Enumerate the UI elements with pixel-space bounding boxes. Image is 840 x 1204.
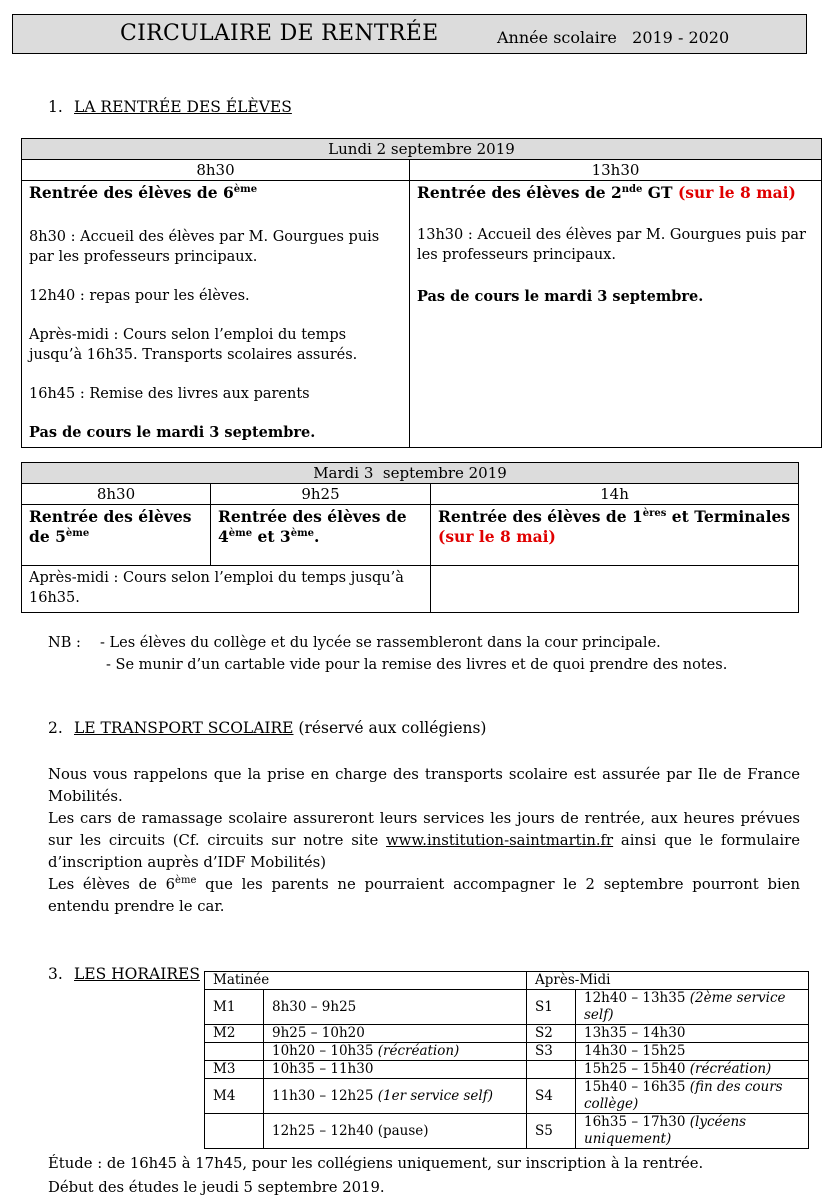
schedule-row (205, 1114, 809, 1149)
cell-line: 8h30 : Accueil des élèves par M. Gourgues puis par les professeurs principaux. (29, 229, 380, 265)
time-header: 13h30 (410, 160, 822, 181)
slot-time-cell: 11h30 – 12h25 (1er service self) (264, 1079, 527, 1114)
section-title: LE TRANSPORT SCOLAIRE (74, 719, 294, 737)
page-header (12, 14, 807, 54)
cell-heading: Rentrée des élèves de 6ème (29, 183, 258, 202)
slot-time-cell: 13h35 – 14h30 (576, 1025, 809, 1043)
paragraph: Les élèves de 6ème que les parents ne pourraient accompagner le 2 septembre pourront bien entendu prendre le car. (48, 875, 800, 915)
cell-line: Après-midi : Cours selon l’emploi du temps jusqu’à 16h35. Transports scolaires assurés. (29, 327, 358, 363)
cell-line-bold: Pas de cours le mardi 3 septembre. (417, 288, 704, 305)
cell-line: 12h40 : repas pour les élèves. (29, 288, 250, 304)
schedule-row (205, 1025, 809, 1043)
transport-text (48, 764, 800, 918)
section-1-heading (48, 98, 292, 116)
paragraph: Les cars de ramassage scolaire assureront leurs services les jours de rentrée, aux heures prévues sur les circuits (Cf. circuits sur notre site www.institution-saintmartin.fr ainsi que le formulaire d’inscription auprès d’IDF Mobilités) (48, 810, 800, 871)
slot-code-cell: M2 (205, 1025, 264, 1043)
page-title: CIRCULAIRE DE RENTRÉE (120, 21, 439, 46)
slot-code-cell: S2 (527, 1025, 576, 1043)
study-line: Étude : de 16h45 à 17h45, pour les collégiens uniquement, sur inscription à la rentrée. (48, 1155, 704, 1172)
section-title: LES HORAIRES (74, 965, 200, 983)
slot-code-cell: M4 (205, 1079, 264, 1114)
time-header: 8h30 (22, 160, 410, 181)
slot-code-cell (205, 1114, 264, 1149)
lycee-cell: Rentrée des élèves de 1ères et Terminales (sur le 8 mai) (431, 505, 799, 566)
cell-heading: Rentrée des élèves de 2nde GT (sur le 8 mai) (417, 183, 796, 202)
website-link[interactable]: www.institution-saintmartin.fr (386, 832, 614, 849)
study-line: Début des études le jeudi 5 septembre 2019. (48, 1179, 385, 1196)
cell-line: 13h30 : Accueil des élèves par M. Gourgues puis par les professeurs principaux. (417, 227, 806, 263)
monday-table (21, 138, 822, 448)
slot-time-cell: 12h40 – 13h35 (2ème service self) (576, 990, 809, 1025)
section-2-heading (48, 719, 486, 737)
cell-line-bold: Pas de cours le mardi 3 septembre. (29, 424, 316, 441)
schedule-row (205, 990, 809, 1025)
slot-code-cell: M1 (205, 990, 264, 1025)
morning-header: Matinée (205, 972, 527, 990)
schedule-table (204, 971, 809, 1149)
paragraph: Nous vous rappelons que la prise en charge des transports scolaire est assurée par Ile de France Mobilités. (48, 766, 800, 805)
section-number: 3. (48, 965, 63, 983)
schedule-row (205, 1079, 809, 1114)
slot-time-cell: 9h25 – 10h20 (264, 1025, 527, 1043)
section-number: 1. (48, 98, 63, 116)
sixth-grade-cell (22, 181, 410, 448)
slot-time-cell: 12h25 – 12h40 (pause) (264, 1114, 527, 1149)
empty-cell (431, 566, 799, 613)
slot-time-cell: 16h35 – 17h30 (lycéens uniquement) (576, 1114, 809, 1149)
table-date-header: Mardi 3 septembre 2019 (22, 463, 799, 484)
table-date-header: Lundi 2 septembre 2019 (22, 139, 822, 160)
slot-code-cell (205, 1043, 264, 1061)
slot-code-cell: S4 (527, 1079, 576, 1114)
schedule-row (205, 1061, 809, 1079)
slot-code-cell: M3 (205, 1061, 264, 1079)
slot-time-cell: 14h30 – 15h25 (576, 1043, 809, 1061)
time-header: 14h (431, 484, 799, 505)
afternoon-note-cell: Après-midi : Cours selon l’emploi du temps jusqu’à 16h35. (22, 566, 431, 613)
slot-code-cell: S1 (527, 990, 576, 1025)
tuesday-table (21, 462, 799, 613)
nb-label: NB : (48, 635, 81, 651)
fifth-grade-cell: Rentrée des élèves de 5ème (22, 505, 211, 566)
section-subtitle: (réservé aux collégiens) (293, 719, 487, 737)
section-3-heading (48, 965, 200, 983)
cell-line: 16h45 : Remise des livres aux parents (29, 386, 310, 402)
fourth-third-cell: Rentrée des élèves de 4ème et 3ème. (211, 505, 431, 566)
slot-time-cell: 10h20 – 10h35 (récréation) (264, 1043, 527, 1061)
school-year: Année scolaire 2019 - 2020 (497, 28, 730, 47)
slot-code-cell: S3 (527, 1043, 576, 1061)
slot-code-cell: S5 (527, 1114, 576, 1149)
second-gt-cell (410, 181, 822, 448)
slot-time-cell: 8h30 – 9h25 (264, 990, 527, 1025)
slot-time-cell: 15h25 – 15h40 (récréation) (576, 1061, 809, 1079)
time-header: 9h25 (211, 484, 431, 505)
section-number: 2. (48, 719, 63, 737)
section-title: LA RENTRÉE DES ÉLÈVES (74, 98, 292, 116)
schedule-row (205, 1043, 809, 1061)
time-header: 8h30 (22, 484, 211, 505)
study-info (48, 1152, 703, 1200)
slot-time-cell: 15h40 – 16h35 (fin des cours collège) (576, 1079, 809, 1114)
nb-line: - Les élèves du collège et du lycée se rassembleront dans la cour principale. (100, 635, 661, 651)
nb-line: - Se munir d’un cartable vide pour la remise des livres et de quoi prendre des notes. (106, 657, 728, 673)
afternoon-header: Après-Midi (527, 972, 809, 990)
slot-time-cell: 10h35 – 11h30 (264, 1061, 527, 1079)
slot-code-cell (527, 1061, 576, 1079)
